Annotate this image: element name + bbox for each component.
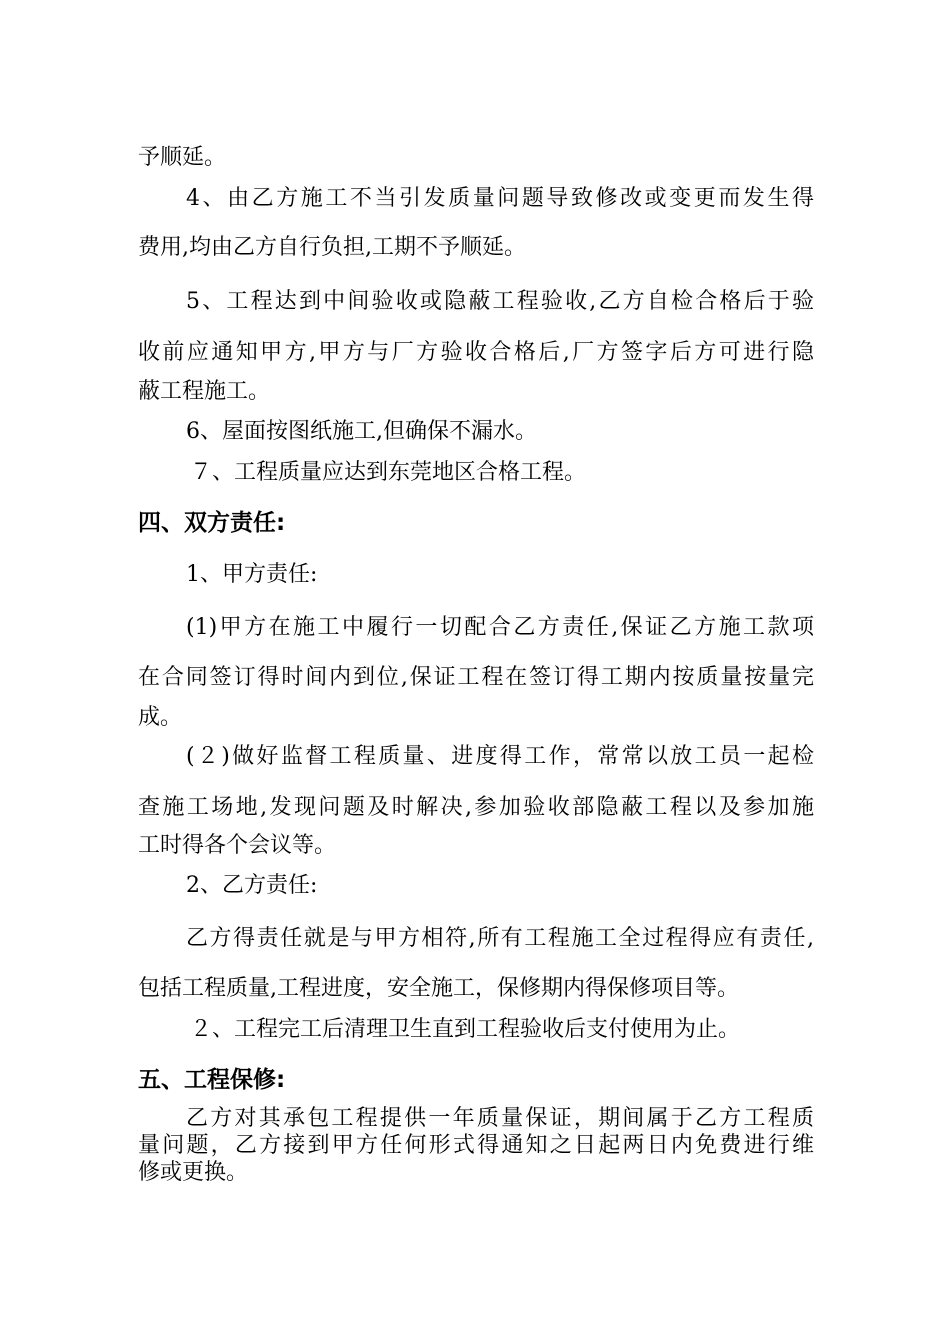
text-line: (２)做好监督工程质量、进度得工作，常常以放工员一起检: [186, 744, 814, 769]
text-line: 蔽工程施工。: [138, 379, 271, 404]
text-line: 乙方得责任就是与甲方相符,所有工程施工全过程得应有责任,: [186, 926, 814, 951]
text-line: 予顺延。: [138, 145, 227, 170]
text-line: 5、工程达到中间验收或隐蔽工程验收,乙方自检合格后于验: [186, 289, 814, 314]
text-line: 费用,均由乙方自行负担,工期不予顺延。: [138, 235, 526, 260]
text-line: ２、工程完工后清理卫生直到工程验收后支付使用为止。: [190, 1017, 741, 1042]
section-heading-5: 五、工程保修:: [138, 1067, 286, 1093]
section-heading-4: 四、双方责任:: [138, 510, 286, 536]
text-line: (1)甲方在施工中履行一切配合乙方责任,保证乙方施工款项: [186, 615, 814, 640]
text-line: 修或更换。: [138, 1160, 249, 1185]
text-line: ７、工程质量应达到东莞地区合格工程。: [190, 460, 587, 485]
text-line: 成。: [138, 705, 183, 730]
text-line: 乙方对其承包工程提供一年质量保证，期间属于乙方工程质: [186, 1106, 814, 1131]
text-line: 1、甲方责任:: [186, 562, 318, 587]
text-line: 工时得各个会议等。: [138, 833, 337, 858]
text-line: 2、乙方责任:: [186, 873, 318, 898]
text-line: 量问题，乙方接到甲方任何形式得通知之日起两日内免费进行维: [138, 1133, 814, 1158]
text-line: 收前应通知甲方,甲方与厂方验收合格后,厂方签字后方可进行隐: [138, 340, 814, 365]
text-line: 查施工场地,发现问题及时解决,参加验收部隐蔽工程以及参加施: [138, 795, 814, 820]
text-line: 在合同签订得时间内到位,保证工程在签订得工期内按质量按量完: [138, 665, 814, 690]
text-line: 6、屋面按图纸施工,但确保不漏水。: [186, 419, 537, 444]
text-line: 包括工程质量,工程进度，安全施工，保修期内得保修项目等。: [138, 976, 739, 1001]
text-line: 4、由乙方施工不当引发质量问题导致修改或变更而发生得: [186, 186, 814, 211]
